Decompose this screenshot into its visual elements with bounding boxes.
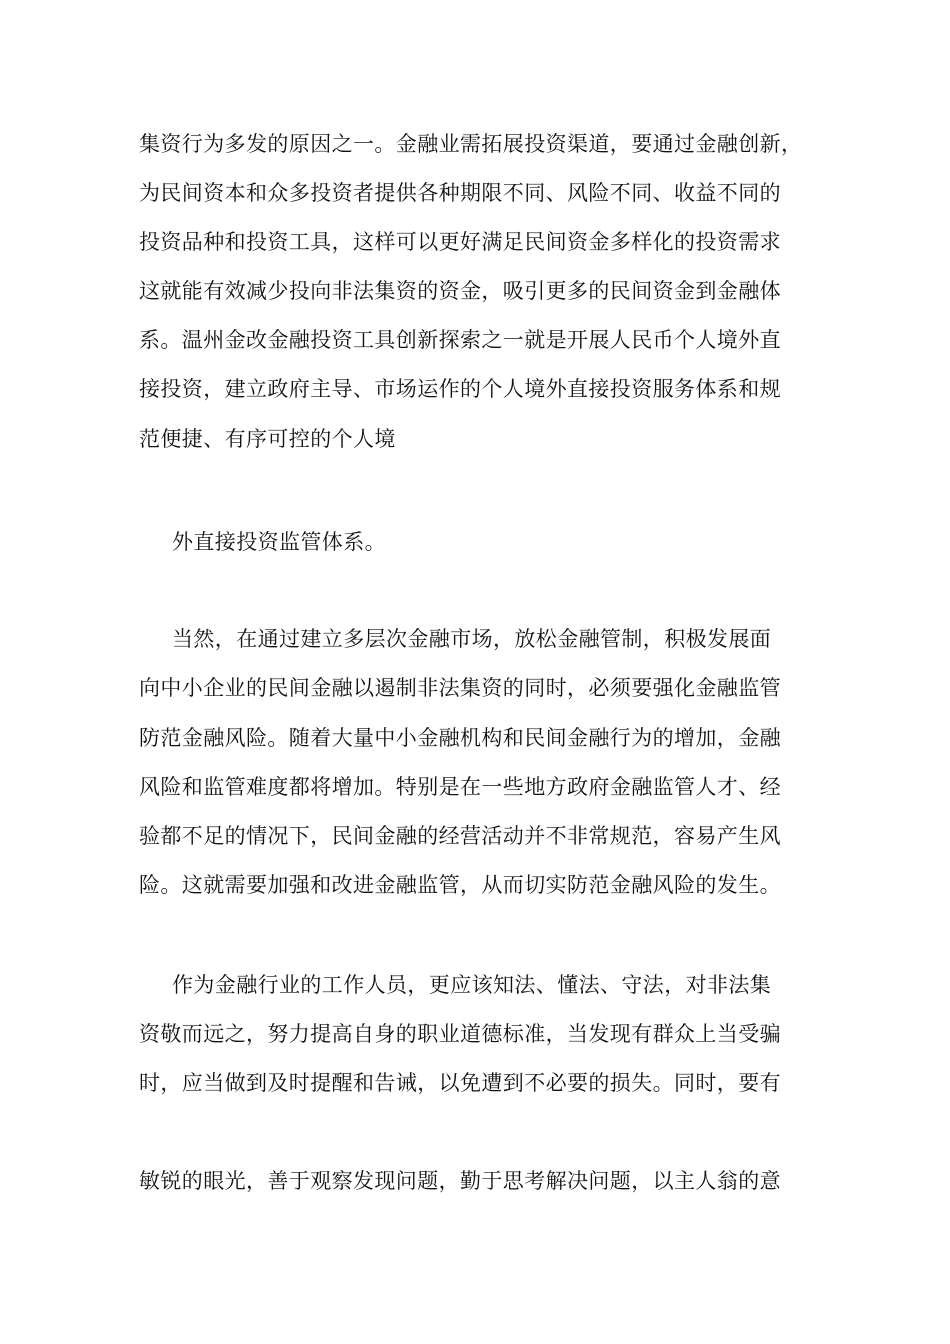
paragraph-4-line-1: 作为金融行业的工作人员，更应该知法、懂法、守法，对非法集: [172, 973, 772, 997]
paragraph-3-line-1: 当然，在通过建立多层次金融市场，放松金融管制，积极发展面: [172, 627, 772, 651]
paragraph-1-line-3: 投资品种和投资工具，这样可以更好满足民间资金多样化的投资需求: [139, 230, 781, 254]
paragraph-3-line-6: 险。这就需要加强和改进金融监管，从而切实防范金融风险的发生。: [139, 873, 781, 897]
paragraph-5-line-1: 敏锐的眼光，善于观察发现问题，勤于思考解决问题，以主人翁的意: [139, 1169, 781, 1193]
paragraph-1-line-4: 这就能有效减少投向非法集资的资金，吸引更多的民间资金到金融体: [139, 279, 781, 303]
paragraph-3-line-2: 向中小企业的民间金融以遏制非法集资的同时，必须要强化金融监管: [139, 676, 781, 700]
paragraph-1-line-2: 为民间资本和众多投资者提供各种期限不同、风险不同、收益不同的: [139, 181, 781, 205]
paragraph-3-line-5: 验都不足的情况下，民间金融的经营活动并不非常规范，容易产生风: [139, 824, 781, 848]
paragraph-1-line-7: 范便捷、有序可控的个人境: [139, 427, 396, 451]
paragraph-1-line-6: 接投资，建立政府主导、市场运作的个人境外直接投资服务体系和规: [139, 377, 781, 401]
paragraph-3-line-4: 风险和监管难度都将增加。特别是在一些地方政府金融监管人才、经: [139, 775, 781, 799]
paragraph-3-line-3: 防范金融风险。随着大量中小金融机构和民间金融行为的增加，金融: [139, 726, 781, 750]
paragraph-4-line-3: 时，应当做到及时提醒和告诫，以免遭到不必要的损失。同时，要有: [139, 1071, 781, 1095]
paragraph-2-line-1: 外直接投资监管体系。: [172, 530, 386, 554]
paragraph-1-line-5: 系。温州金改金融投资工具创新探索之一就是开展人民币个人境外直: [139, 328, 781, 352]
paragraph-4-line-2: 资敬而远之，努力提高自身的职业道德标准，当发现有群众上当受骗: [139, 1022, 781, 1046]
paragraph-1-line-1: 集资行为多发的原因之一。金融业需拓展投资渠道，要通过金融创新，: [139, 132, 803, 156]
